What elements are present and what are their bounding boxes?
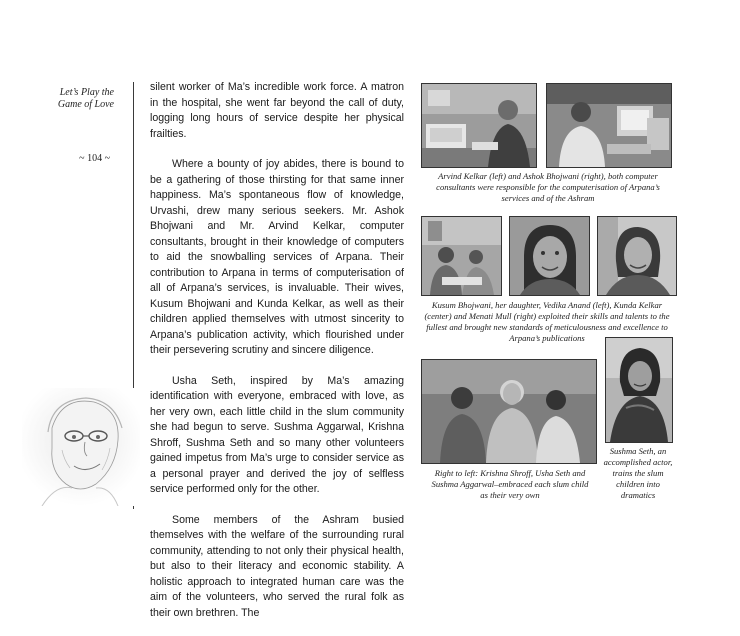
caption-publications-team: Kusum Bhojwani, her daughter, Vedika Anand (left), Kunda Kelkar (center) and Menati Mull (right) exploited their skills and talents to the fullest and brought new standards of meticulousness and excellence to Arpana’s publications (424, 300, 670, 343)
caption-sushma-seth: Sushma Seth, an accomplished actor, trains the slum children into dramatics (603, 446, 673, 500)
running-title-line-2: Game of Love (57, 99, 114, 110)
body-paragraph: Some members of the Ashram busied themselves with the welfare of the surrounding rural community, attending to not only their physical health, but also to their literacy and economic stability. A holistic approach to integrated human care was the aim of the volunteers, who served the rural folk as their own brethren. The (150, 513, 404, 619)
body-paragraph: Usha Seth, inspired by Ma’s amazing identification with everyone, embraced with love, as her very own, each little child in the slum community she had begun to serve. Sushma Aggarwal, Krishna Shroff, Sushma Seth and so many other volunteers gained impetus from Ma’s urge to consider service as a personal prayer and derived the joy of selfless service performed only for the other. (150, 374, 404, 495)
caption-slum-volunteers: Right to left: Krishna Shroff, Usha Seth and Sushma Aggarwal–embraced each slum child as their very own (431, 468, 589, 500)
photo-menati-mull (597, 216, 677, 296)
running-title (44, 87, 114, 111)
body-paragraph: silent worker of Ma’s incredible work force. A matron in the hospital, she went far beyond the call of duty, logging long hours of service despite her physical frailties. (150, 81, 404, 140)
photo-ashok-bhojwani (546, 83, 672, 168)
body-paragraph: Where a bounty of joy abides, there is bound to be a gathering of those thirsting for that same inner happiness. Ma’s spontaneous flow of knowledge, Urvashi, drew many serious seekers. Mr. Ashok Bhojwani and Mr. Arvind Kelkar, computer consultants, brought in their knowledge of computers to aid the snowballing services of Arpana. Their contribution to Arpana in terms of computerisation of all of Arpana’s services, is invaluable. Their wives, Kusum Bhojwani and Kunda Kelkar, as well as their children applied themselves with utmost sincerity to Arpana’s publication activity, which flourished under their persevering scrutiny and sincere diligence. (150, 158, 404, 356)
photo-sushma-seth (605, 337, 673, 443)
photo-arvind-kelkar (421, 83, 537, 168)
photo-kunda-kelkar (509, 216, 590, 296)
body-text-column (150, 80, 404, 636)
photo-slum-volunteers (421, 359, 597, 464)
photo-kusum-bhojwani (421, 216, 502, 296)
caption-computer-consultants: Arvind Kelkar (left) and Ashok Bhojwani (right), both computer consultants were responsible for the computerisation of Arpana’s services and of the Ashram (436, 171, 660, 203)
running-title-line-1: Let’s Play the (59, 87, 114, 98)
page-number: ~ 104 ~ (79, 153, 110, 164)
portrait-sketch-illustration (22, 388, 140, 506)
